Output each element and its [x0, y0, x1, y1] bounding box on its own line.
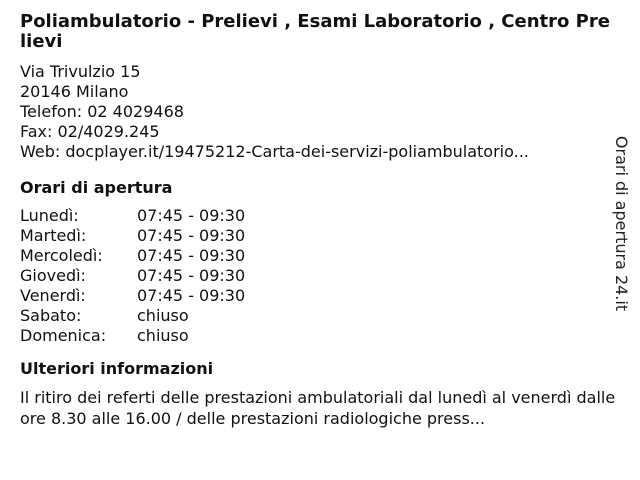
day-label: Lunedì: — [20, 206, 79, 225]
day-label: Sabato: — [20, 306, 82, 325]
time-value: 07:45 - 09:30 — [137, 246, 246, 265]
day-label: Mercoledì: — [20, 246, 103, 265]
city-postal-code: 20146 Milano — [20, 82, 129, 101]
listing-page — [20, 11, 616, 429]
day-label: Venerdì: — [20, 286, 86, 305]
hours-row-monday — [20, 206, 610, 226]
hours-row-friday — [20, 286, 610, 306]
address-block — [20, 62, 610, 162]
time-value: 07:45 - 09:30 — [137, 286, 246, 305]
opening-hours-table — [20, 206, 610, 346]
fax-number: Fax: 02/4029.245 — [20, 122, 160, 141]
hours-row-wednesday — [20, 246, 610, 266]
opening-hours-heading: Orari di apertura — [20, 178, 173, 197]
additional-info-text: Il ritiro dei referti delle prestazioni ambulatoriali dal lunedì al venerdì dalle ore 8.30 alle 16.00 / delle prestazioni radiologiche press... — [20, 388, 616, 428]
time-value: 07:45 - 09:30 — [137, 266, 246, 285]
hours-row-saturday — [20, 306, 610, 326]
day-label: Domenica: — [20, 326, 107, 345]
site-brand-text: Orari di apertura 24.it — [612, 135, 632, 311]
time-value: 07:45 - 09:30 — [137, 206, 246, 225]
hours-row-thursday — [20, 266, 610, 286]
time-value: 07:45 - 09:30 — [137, 226, 246, 245]
street-address: Via Trivulzio 15 — [20, 62, 141, 81]
page-title: Poliambulatorio - Prelievi , Esami Laboratorio , Centro Prelievi — [20, 11, 610, 52]
additional-info-heading: Ulteriori informazioni — [20, 359, 214, 378]
site-brand-vertical — [612, 134, 632, 312]
website-link[interactable]: Web: docplayer.it/19475212-Carta-dei-servizi-poliambulatorio... — [20, 142, 529, 161]
time-value: chiuso — [137, 326, 189, 345]
phone-number: Telefon: 02 4029468 — [20, 102, 184, 121]
time-value: chiuso — [137, 306, 189, 325]
day-label: Martedì: — [20, 226, 87, 245]
day-label: Giovedì: — [20, 266, 86, 285]
hours-row-tuesday — [20, 226, 610, 246]
hours-row-sunday — [20, 326, 610, 346]
